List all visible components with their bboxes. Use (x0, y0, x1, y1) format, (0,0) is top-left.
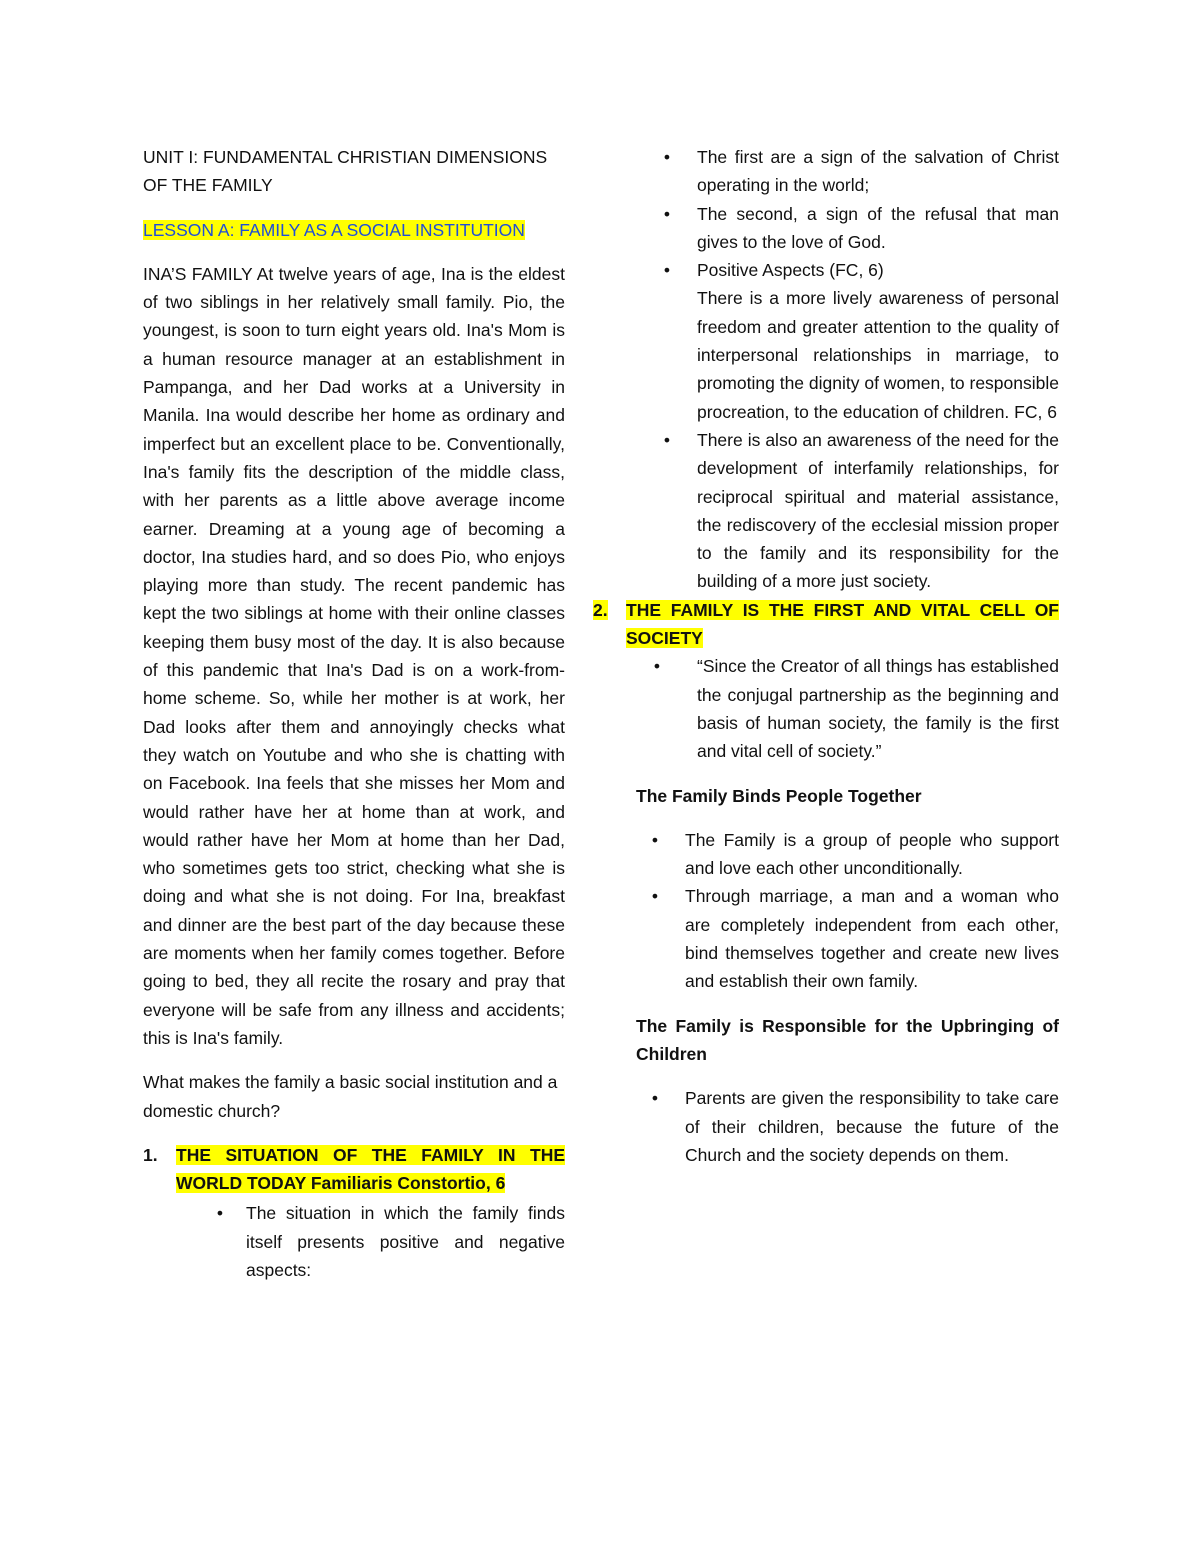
bullet-icon: • (216, 1203, 224, 1224)
bullet-icon: • (651, 829, 659, 850)
binds-bullet-1-text: The Family is a group of people who support and love each other unconditionally. (685, 829, 1059, 879)
bullet-first (626, 143, 1059, 200)
lesson-title: LESSON A: FAMILY AS A SOCIAL INSTITUTION (143, 219, 525, 240)
upbringing-bullet-1-text: Parents are given the responsibility to take care of their children, because the future of the Church and the society depends on them. (685, 1088, 1059, 1165)
section-1-title: THE SITUATION OF THE FAMILY IN THE WORLD TODAY Familiaris Constortio, 6 (176, 1144, 565, 1194)
section-2-number (593, 596, 608, 624)
binds-bullet-2-text: Through marriage, a man and a woman who are completely independent from each other, bind themselves together and create new lives and establish their own family. (685, 886, 1059, 992)
bullet-icon: • (663, 203, 671, 224)
heading-binds: The Family Binds People Together (636, 785, 922, 806)
section-2-heading (593, 596, 1059, 653)
unit-title: UNIT I: FUNDAMENTAL CHRISTIAN DIMENSIONS OF THE FAMILY (143, 147, 548, 196)
bullet-icon: • (663, 147, 671, 167)
bullet-second (626, 200, 1059, 257)
section-1-title-line (143, 1141, 565, 1198)
section-2-quote-text: “Since the Creator of all things has established the conjugal partnership as the beginning and basis of human society, the family is the first and vital cell of society.” (697, 656, 1059, 762)
positive-aspects-text: There is a more lively awareness of personal freedom and greater attention to the quality of interpersonal relationships in marriage, to promoting the dignity of women, to responsible procreation, to the education of children. FC, 6 (697, 288, 1059, 422)
section-2-title-line (626, 596, 1059, 653)
upbringing-bullet-1 (626, 1084, 1059, 1169)
bullet-first-text: The first are a sign of the salvation of Christ operating in the world; (697, 147, 1059, 196)
bullet-icon: • (651, 886, 659, 907)
section-1-bullet-text: The situation in which the family finds itself presents positive and negative aspects: (246, 1203, 565, 1280)
bullet-positive-aspects (626, 256, 1059, 284)
bullet-awareness (626, 426, 1059, 596)
binds-bullet-1 (626, 826, 1059, 883)
bullet-icon: • (653, 656, 661, 677)
left-column (143, 143, 565, 1284)
positive-aspects-title: Positive Aspects (FC, 6) (697, 260, 884, 281)
bullet-awareness-text: There is also an awareness of the need for the development of interfamily relationships, for reciprocal spiritual and material assistance, the rediscovery of the ecclesial mission proper to the family and its responsibility for the building of a more just society. (697, 429, 1059, 592)
section-1-bullet (143, 1199, 565, 1284)
section-2-title: THE FAMILY IS THE FIRST AND VITAL CELL OF SOCIETY (626, 599, 1059, 649)
section-2-quote (626, 652, 1059, 765)
bullet-icon: • (663, 260, 671, 281)
section-1-number: 1. (143, 1144, 158, 1165)
story-paragraph: INA’S FAMILY At twelve years of age, Ina is the eldest of two siblings in her relatively small family. Pio, the youngest, is soon to turn eight years old. Ina's Mom is a human resource manager at an establishment in Pampanga, and her Dad works at a University in Manila. Ina would describe her home as ordinary and imperfect but an excellent place to be. Conventionally, Ina's family fits the description of the middle class, with her parents as a little above average income earner. Dreaming at a young age of becoming a doctor, Ina studies hard, and so does Pio, who enjoys playing more than study. The recent pandemic has kept the two siblings at home with their online classes keeping them busy most of the day. It is also because of this pandemic that Ina's Dad is on a work-from-home scheme. So, while her mother is at work, her Dad looks after them and annoyingly checks what they watch on Youtube and who she is chatting with on Facebook. Ina feels that she misses her Mom and would rather have her at home than at work, and would rather have her Mom at home than her Dad, who sometimes gets too strict, checking what she is doing and what she is not doing. For Ina, breakfast and dinner are the best part of the day because these are moments when her family comes together. Before going to bed, they all recite the rosary and pray that everyone will be safe from any illness and accidents; this is Ina's family. (143, 263, 565, 1048)
lesson-title-line (143, 216, 565, 244)
section-2-number-text: 2. (593, 599, 608, 620)
binds-bullet-2 (626, 882, 1059, 995)
heading-upbringing: The Family is Responsible for the Upbringing of Children (636, 1015, 1059, 1064)
bullet-icon: • (663, 429, 671, 450)
question-paragraph: What makes the family a basic social institution and a domestic church? (143, 1072, 558, 1121)
bullet-icon: • (651, 1088, 659, 1109)
bullet-second-text: The second, a sign of the refusal that man gives to the love of God. (697, 203, 1059, 252)
right-column (593, 143, 1059, 1169)
section-1-heading (143, 1141, 565, 1198)
